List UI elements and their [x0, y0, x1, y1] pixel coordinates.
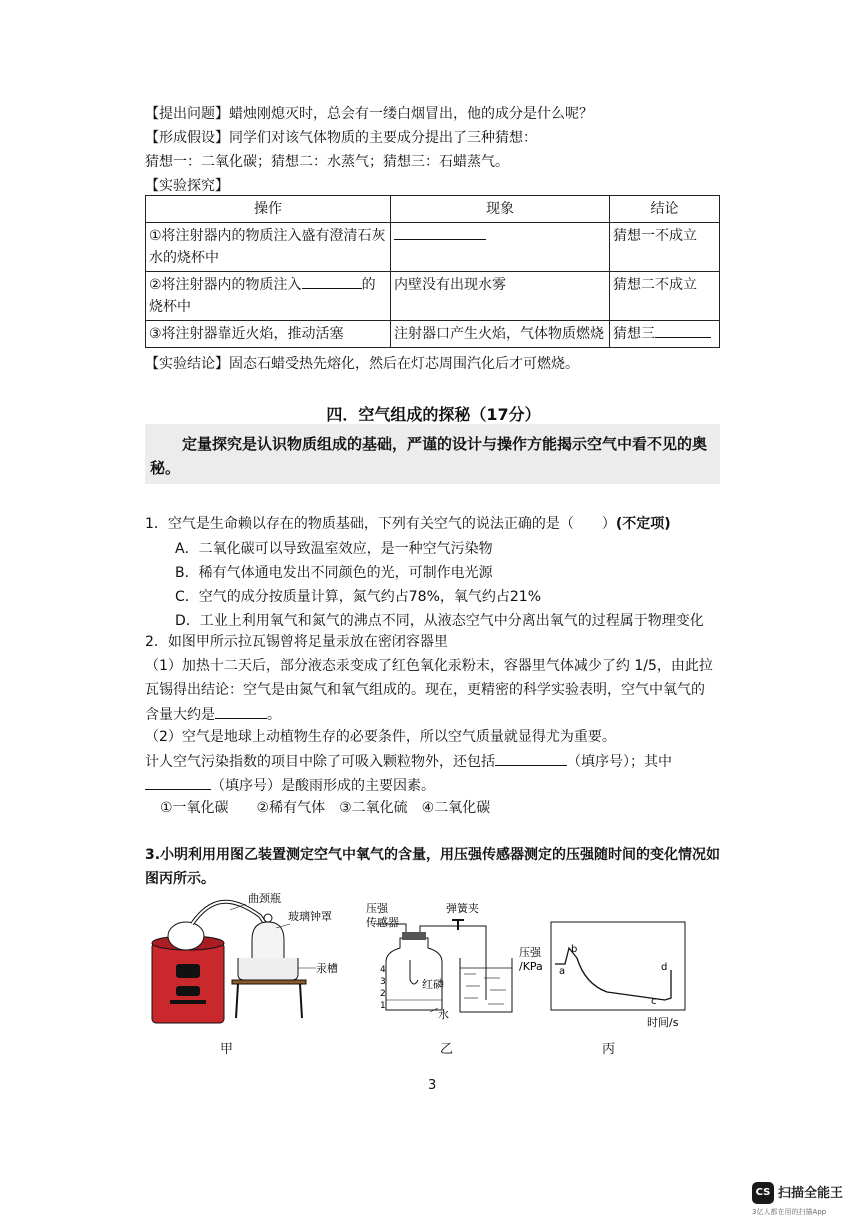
- label-clip: 弹簧夹: [446, 902, 479, 915]
- row2-op-text: ②将注射器内的物质注入: [149, 277, 302, 293]
- page-number: 3: [428, 1078, 437, 1093]
- caption-yi: 乙: [440, 1042, 454, 1057]
- answer-blank[interactable]: [655, 323, 711, 338]
- point-d: d: [661, 962, 668, 973]
- row3-conclusion: [610, 321, 720, 348]
- row3-phenomenon: 注射器口产生火焰，气体物质燃烧: [391, 321, 610, 348]
- label-sensor-1: 压强: [366, 902, 388, 915]
- row2-operation: [146, 272, 391, 321]
- point-b: b: [571, 944, 578, 955]
- experiment-conclusion: 【实验结论】固态石蜡受热先熔化，然后在灯芯周围汽化后才可燃烧。: [145, 356, 579, 372]
- table-row: [146, 321, 720, 348]
- q1-option-a: A．二氧化碳可以导致温室效应，是一种空气污染物: [175, 541, 493, 557]
- answer-blank[interactable]: [394, 225, 486, 240]
- gas-bottle-icon: [386, 932, 442, 1010]
- scanner-watermark: [752, 1180, 852, 1220]
- answer-blank[interactable]: [495, 751, 567, 766]
- header-operation: 操作: [146, 196, 391, 223]
- answer-blank[interactable]: [145, 775, 211, 790]
- row2-op-tail: 的烧杯中: [149, 277, 376, 315]
- experiment-table: [145, 195, 720, 348]
- explore-line: 【实验探究】: [145, 178, 229, 194]
- scale-2: 2: [380, 989, 386, 999]
- section-intro-text: 定量探究是认识物质组成的基础，严谨的设计与操作方能揭示空气中看不见的奥秘。: [150, 435, 708, 477]
- q2-p2-line2-tail: （填序号）；其中: [567, 754, 672, 770]
- q2-p2-line2-text: 计人空气污染指数的项目中除了可吸入颗粒物外，还包括: [145, 754, 495, 770]
- bing-ylabel-1: 压强: [519, 946, 541, 959]
- q2-p1-line1: （1）加热十二天后，部分液态汞变成了红色氧化汞粉末，容器里气体减少了约 1/5，由此拉: [145, 658, 713, 674]
- row3-conclusion-text: 猜想三: [613, 326, 656, 342]
- label-phosphorus: 红磷: [422, 978, 444, 991]
- point-a: a: [559, 966, 566, 977]
- caption-bing: 丙: [602, 1042, 616, 1057]
- question-line: 【提出问题】蜡烛刚熄灭时，总会有一缕白烟冒出，他的成分是什么呢？: [145, 106, 593, 122]
- watermark-name: 扫描全能王: [778, 1186, 844, 1201]
- guesses-line: 猜想一：二氧化碳；猜想二：水蒸气；猜想三：石蜡蒸气。: [145, 154, 509, 170]
- header-conclusion: 结论: [610, 196, 720, 223]
- q1-tag: (不定项): [615, 516, 671, 532]
- bing-xlabel: 时间/s: [647, 1016, 679, 1029]
- q2-p1-line2: 瓦锡得出结论：空气是由氮气和氧气组成的。现在，更精密的科学实验表明，空气中氧气的: [145, 682, 705, 698]
- label-bell: 玻璃钟罩: [288, 910, 332, 923]
- row2-phenomenon: 内壁没有出现水雾: [391, 272, 610, 321]
- table-row: [146, 272, 720, 321]
- row3-operation: ③将注射器靠近火焰，推动活塞: [146, 321, 391, 348]
- section-title: 四．空气组成的探秘（17分）: [326, 405, 541, 424]
- q3-line2: 图丙所示。: [145, 871, 215, 887]
- answer-blank[interactable]: [215, 704, 267, 719]
- row2-conclusion: 猜想二不成立: [610, 272, 720, 321]
- label-water: 水: [438, 1008, 449, 1021]
- q2-p2-line3-text: （填序号）是酸雨形成的主要因素。: [211, 778, 435, 794]
- q2-p2-line1: （2）空气是地球上动植物生存的必要条件，所以空气质量就显得尤为重要。: [145, 729, 616, 745]
- table-header-row: [146, 196, 720, 223]
- point-c: c: [651, 996, 657, 1007]
- q2-p1-line3: 含量大约是 。: [145, 704, 281, 725]
- label-sensor-2: 传感器: [366, 916, 399, 929]
- watermark-sub: 3亿人都在用的扫描App: [752, 1208, 827, 1216]
- table-row: [146, 223, 720, 272]
- figure-jia: [140, 888, 350, 1028]
- row1-conclusion: 猜想一不成立: [610, 223, 720, 272]
- header-phenomenon: 现象: [391, 196, 610, 223]
- figure-yi: [360, 900, 520, 1025]
- q2-p2-line3: [145, 775, 435, 796]
- q2-p1-line3-text: 含量大约是: [145, 707, 215, 723]
- cs-logo-icon: CS: [752, 1182, 774, 1204]
- q1-option-b: B．稀有气体通电发出不同颜色的光，可制作电光源: [175, 565, 493, 581]
- row1-phenomenon: [391, 223, 610, 272]
- hypothesis-line: 【形成假设】同学们对该气体物质的主要成分提出了三种猜想：: [145, 130, 537, 146]
- label-trough: 汞槽: [316, 962, 338, 975]
- bing-ylabel-2: /KPa: [519, 960, 543, 973]
- q1-stem: 1．空气是生命赖以存在的物质基础，下列有关空气的说法正确的是（ ）: [145, 516, 616, 532]
- scale-1: 1: [380, 1001, 386, 1011]
- caption-jia: 甲: [220, 1042, 234, 1057]
- row1-operation: ①将注射器内的物质注入盛有澄清石灰水的烧杯中: [146, 223, 391, 272]
- q2-p2-line2: [145, 751, 672, 772]
- spring-clip-icon: [452, 920, 464, 930]
- q1-option-c: C．空气的成分按质量计算，氮气约占78%，氧气约占21%: [175, 589, 542, 605]
- q1-option-d: D．工业上利用氧气和氮气的沸点不同，从液态空气中分离出氧气的过程属于物理变化: [175, 613, 704, 629]
- scale-4: 4: [380, 965, 386, 975]
- q2-choices: ①一氧化碳 ②稀有气体 ③二氧化硫 ④二氧化碳: [160, 800, 491, 816]
- scale-3: 3: [380, 977, 386, 987]
- q3-line1: 3.小明利用用图乙装置测定空气中氧气的含量，用压强传感器测定的压强随时间的变化情况如: [145, 847, 721, 863]
- mercury-trough-icon: [232, 958, 306, 1018]
- q1-stem-line: [145, 514, 671, 534]
- q2-stem: 2．如图甲所示拉瓦锡曾将足量汞放在密闭容器里: [145, 634, 448, 650]
- label-flask: 曲颈瓶: [248, 892, 281, 905]
- answer-blank[interactable]: [302, 274, 362, 289]
- figure-bing: [515, 918, 695, 1030]
